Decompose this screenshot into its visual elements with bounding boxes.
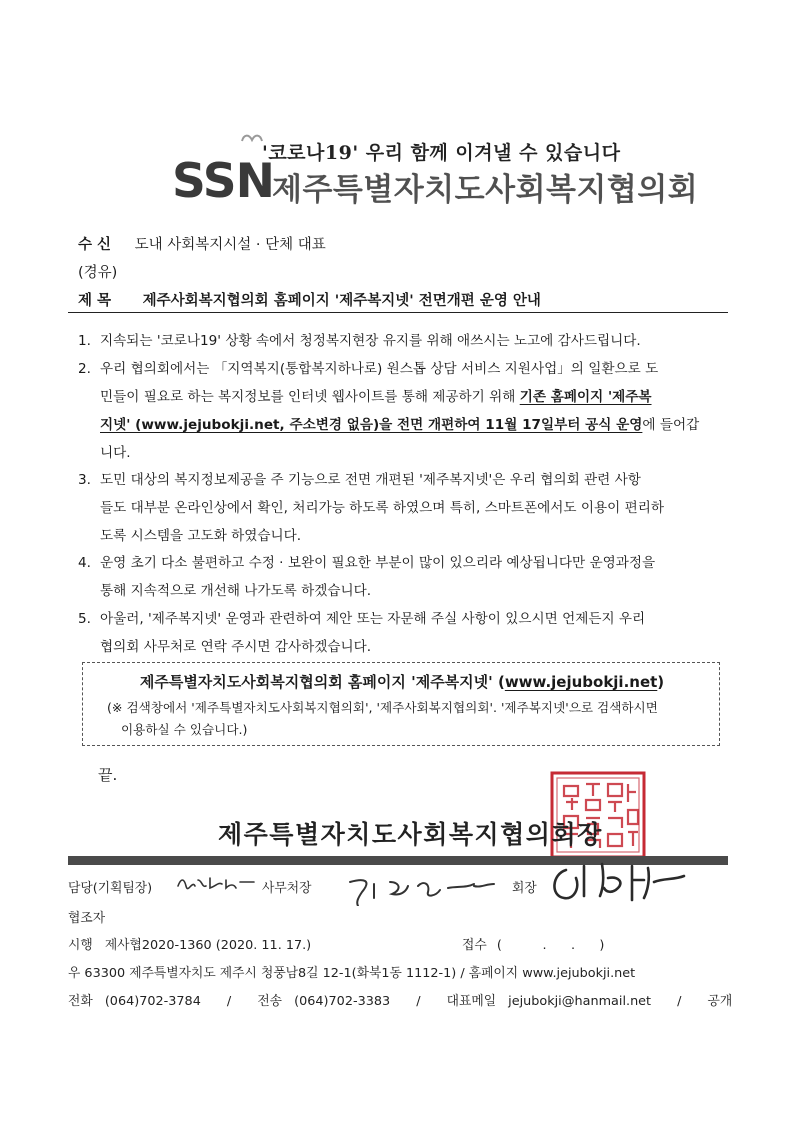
phone-label: 전화 [68,994,93,1009]
sender-name: 제주특별자치도사회복지협의회장 [218,821,603,849]
paragraph-2 [78,355,728,467]
staff-label: 담당(기획팀장) [68,881,153,896]
separator: / [416,994,421,1009]
recipient-label: 수 신 [78,237,112,253]
paragraph-text: 아울러, '제주복지넷' 운영과 관련하여 제안 또는 자문해 주실 사항이 있으시면 언제든지 우리 [100,611,646,627]
paragraph-4 [78,549,728,605]
separator: / [226,994,232,1009]
paragraph-text: 협의회 사무처로 연락 주시면 감사하겠습니다. [100,639,372,655]
disclosure-value: 공개 [707,994,733,1009]
email-value[interactable]: jejubokji@hanmail.net [508,994,652,1009]
staff-signature [174,870,264,894]
paragraph-number: 3. [78,472,91,488]
paragraph-text: 들도 대부분 온라인상에서 확인, 처리가능 하도록 하였으며 특히, 스마트폰에서도 이용이 편리하 [100,500,664,516]
enforcement-value: 제사협2020-1360 (2020. 11. 17.) [104,938,312,953]
paragraph-1 [78,327,728,355]
paragraph-text: 운영 초기 다소 불편하고 수정 · 보완이 필요한 부분이 많이 있으리라 예상됩니다만 운영과정을 [100,555,656,571]
paragraph-text: 민들이 필요로 하는 복지정보를 인터넷 웹사이트를 통해 제공하기 위해 [100,389,520,405]
cooperator-label: 협조자 [68,911,106,926]
phone-value: (064)702-3784 [104,994,201,1009]
paragraph-emphasis: 기존 홈페이지 '제주복 [519,389,652,405]
paragraph-text: 통해 지속적으로 개선해 나가도록 하겠습니다. [100,583,372,599]
subject-value: 제주사회복지협의회 홈페이지 '제주복지넷' 전면개편 운영 안내 [142,293,541,309]
receipt-value: ( . . ) [496,938,605,953]
notice-title [83,671,721,692]
paragraph-text: 니다. [100,445,131,461]
enforcement-label: 시행 [68,938,93,953]
receipt-label: 접수 [462,938,487,953]
recipient-row [78,233,326,254]
website-link[interactable]: www.jejubokji.net [504,673,658,691]
subject-divider [68,312,728,313]
paragraph-text: 에 들어갑 [642,417,700,433]
subject-label: 제 목 [78,293,112,309]
slogan: '코로나19' 우리 함께 이겨낼 수 있습니다 [262,142,621,164]
paragraph-text: 도록 시스템을 고도화 하였습니다. [100,528,302,544]
fax-value: (064)702-3383 [294,994,391,1009]
chair-label: 회장 [512,881,537,896]
notice-title-end: ) [657,673,665,691]
contact-row [68,990,732,1009]
receipt-row [462,934,604,953]
recipient-value: 도내 사회복지시설 · 단체 대표 [134,237,326,253]
paragraph-number: 1. [78,333,91,349]
secretary-label: 사무처장 [262,881,312,896]
paragraph-text: 우리 협의회에서는 「지역복지(통합복지하나로) 원스톱 상담 서비스 지원사업」의 일환으로 도 [100,361,659,377]
chair-signature [544,856,694,906]
ssn-logo: SSN [172,154,274,209]
via-row [78,261,117,282]
paragraph-number: 5. [78,611,91,627]
secretary-signature [344,872,504,906]
paragraph-text: 지속되는 '코로나19' 상황 속에서 청정복지현장 유지를 위해 애쓰시는 노고에 감사드립니다. [100,333,641,349]
separator: / [677,994,682,1009]
org-name-header: 제주특별자치도사회복지협의회 [272,172,699,207]
paragraph-emphasis: 지넷' (www.jejubokji.net, 주소변경 없음)을 전면 개편하여 11월 17일부터 공식 운영 [100,417,643,433]
paragraph-number: 4. [78,555,91,571]
notice-note-line: (※ 검색창에서 '제주특별자치도사회복지협의회', '제주사회복지협의회'. '제주복지넷'으로 검색하시면 [107,700,658,715]
fax-label: 전송 [257,994,283,1009]
paragraph-text: 도민 대상의 복지정보제공을 주 기능으로 전면 개편된 '제주복지넷'은 우리 협의회 관련 사항 [100,472,641,488]
heart-icon [240,132,264,148]
end-mark: 끝. [98,766,118,784]
notice-box [82,662,720,746]
notice-title-text: 제주특별자치도사회복지협의회 홈페이지 '제주복지넷' ( [139,673,505,691]
paragraph-5 [78,605,728,661]
email-label: 대표메일 [446,994,497,1009]
paragraph-3 [78,466,728,550]
paragraph-number: 2. [78,361,91,377]
subject-row [78,289,541,310]
notice-note-line: 이용하실 수 있습니다.) [121,722,248,737]
via-label: (경유) [78,265,118,281]
enforcement-row [68,934,311,953]
notice-note [107,697,658,741]
address-line: 우 63300 제주특별자치도 제주시 청풍남8길 12-1(화북1동 1112-1) / 홈페이지 www.jejubokji.net [68,966,636,981]
